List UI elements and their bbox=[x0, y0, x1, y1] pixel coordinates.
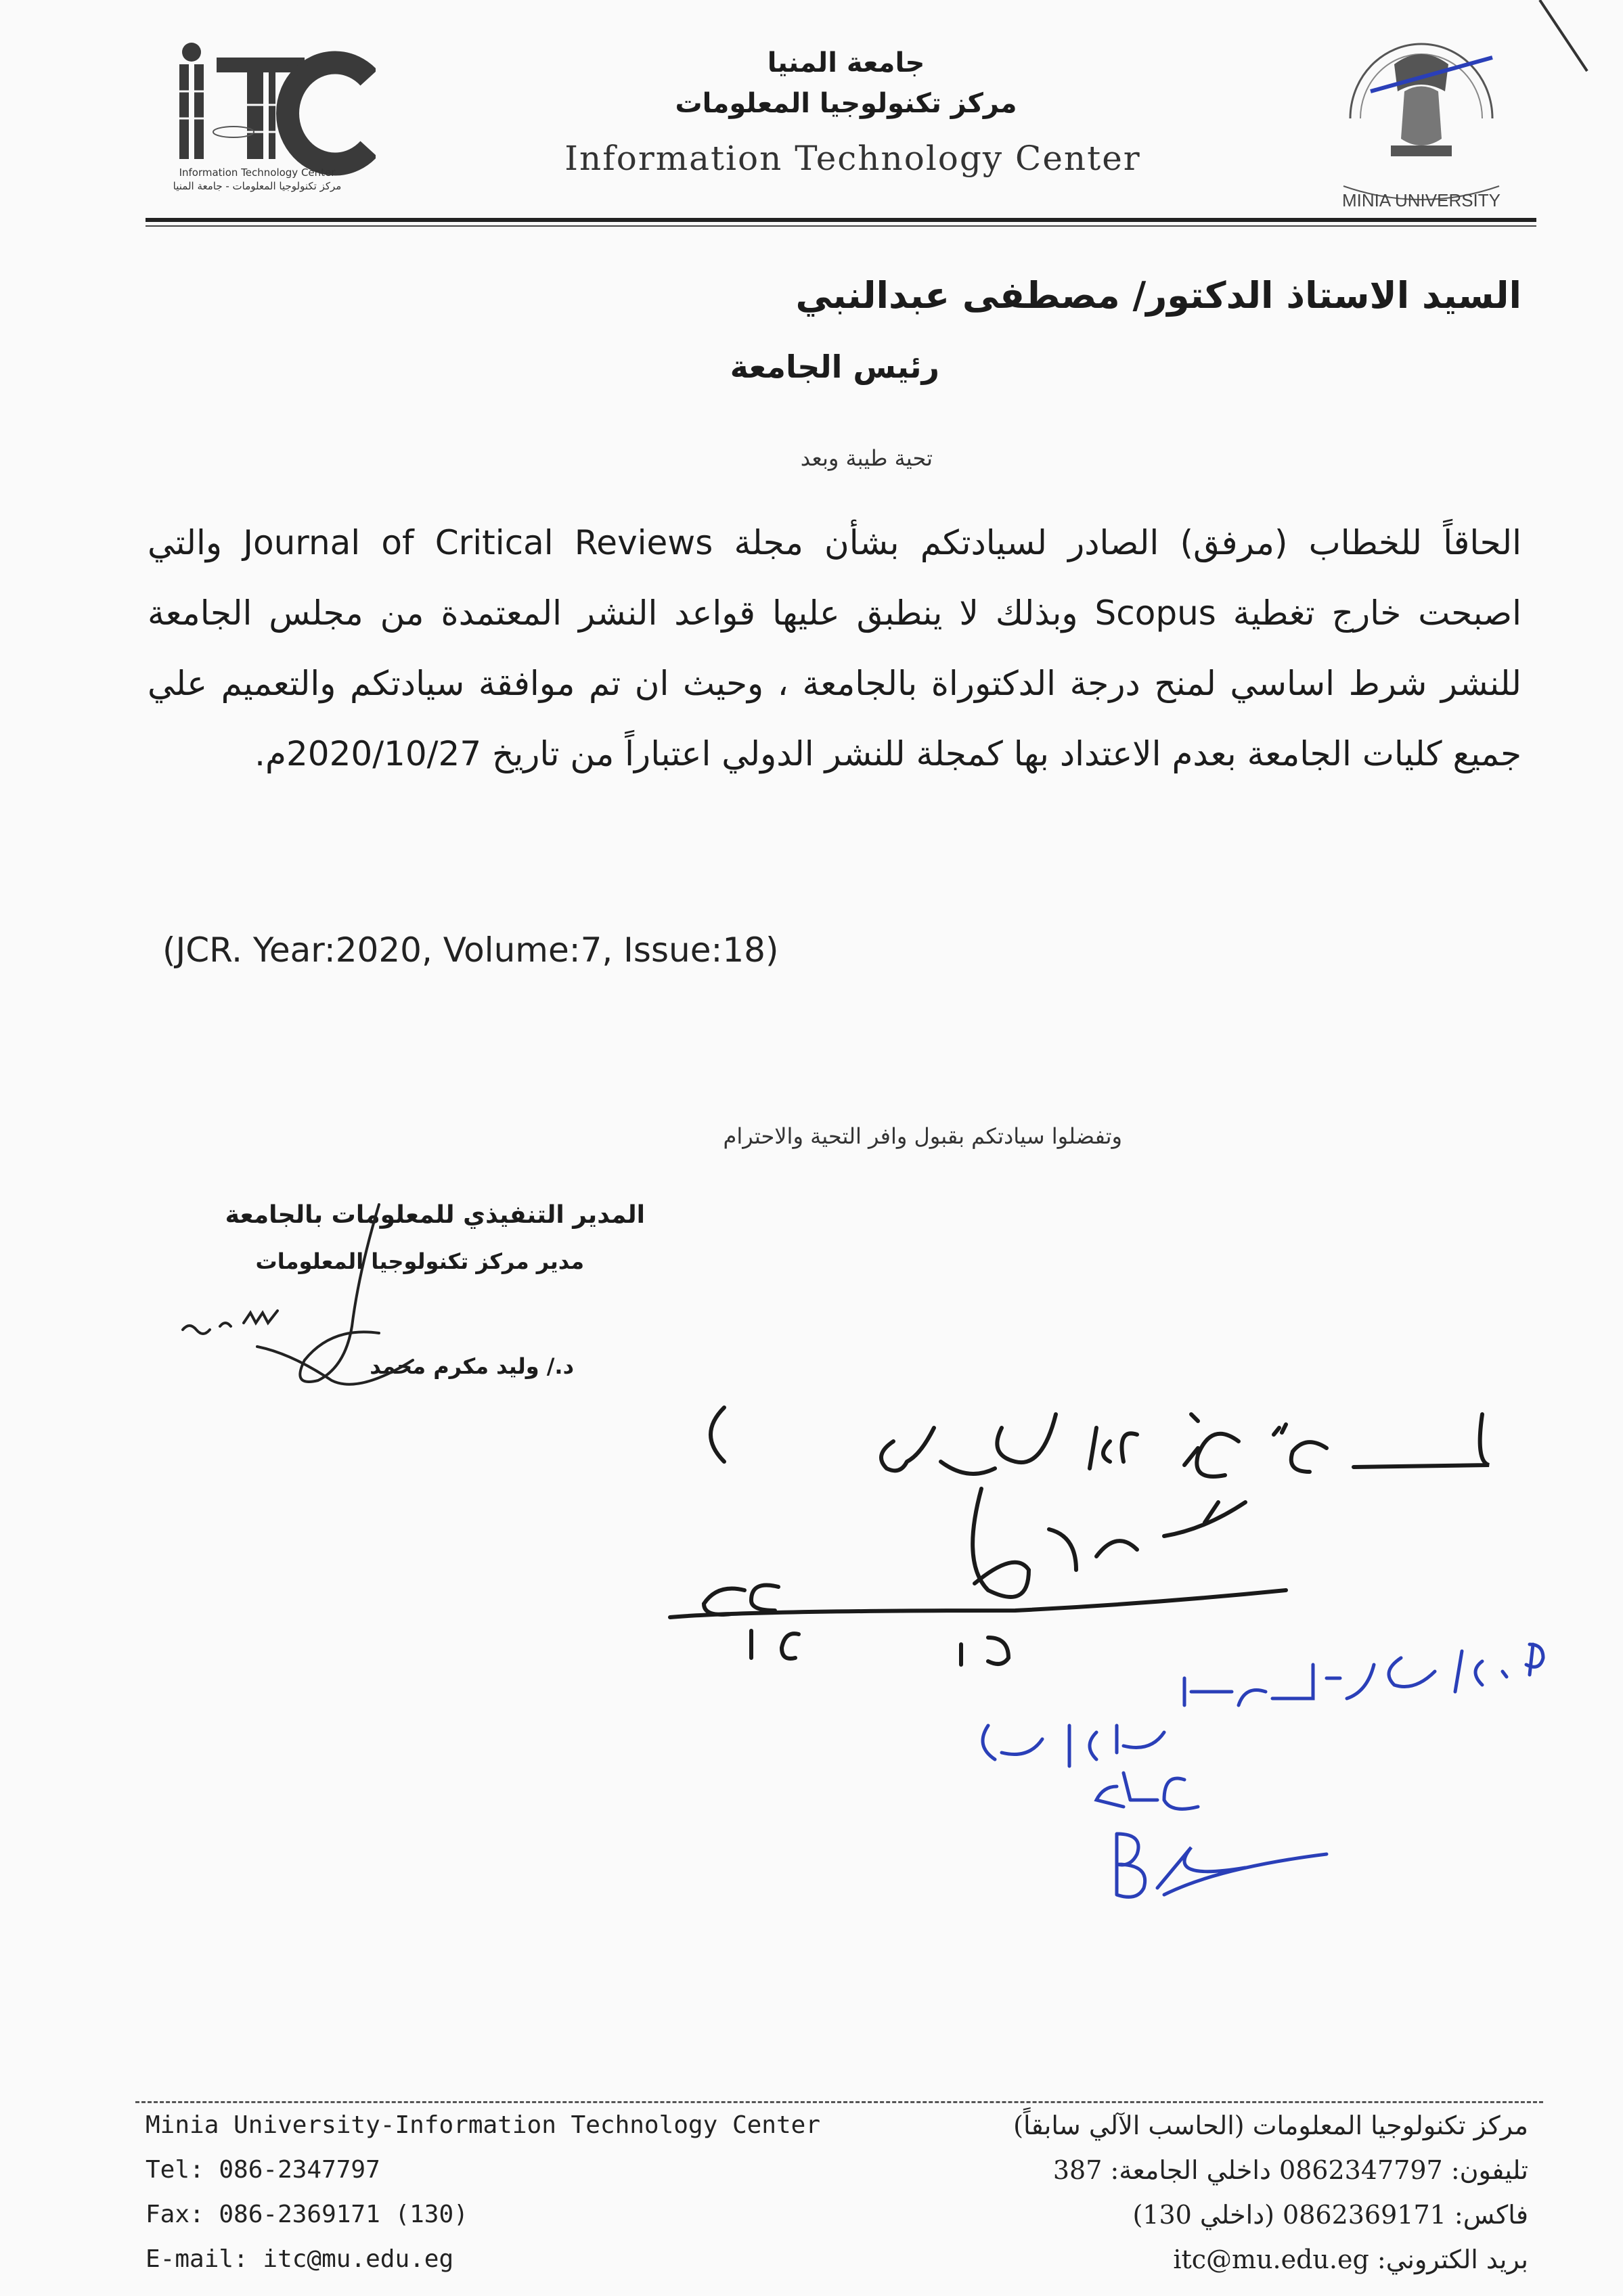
footer-en-line-2: Tel: 086-2347797 bbox=[146, 2156, 380, 2184]
addressee-title: رئيس الجامعة bbox=[730, 348, 939, 385]
closing-line: وتفضلوا سيادتكم بقبول وافر التحية والاحترام bbox=[723, 1123, 1122, 1149]
itc-logo-caption-en: Information Technology Center bbox=[179, 166, 336, 179]
minia-university-logo bbox=[1330, 17, 1513, 213]
signatory-role-2: مدير مركز تكنولوجيا المعلومات bbox=[255, 1248, 584, 1274]
jcr-info: (JCR. Year:2020, Volume:7, Issue:18) bbox=[162, 930, 779, 970]
center-name-arabic: مركز تكنولوجيا المعلومات bbox=[675, 88, 1017, 119]
itc-logo-caption bbox=[146, 166, 369, 193]
blue-pen-note bbox=[961, 1624, 1570, 1949]
corner-scan-mark bbox=[1536, 0, 1591, 74]
letter-body: الحاقاً للخطاب (مرفق) الصادر لسيادتكم بشأن مجلة Journal of Critical Reviews والتي اصبحت خارج تغطية Scopus وبذلك لا ينطبق عليها قواعد النشر المعتمدة من مجلس الجامعة للنشر شرط اساسي لمنح درجة الدكتوراة بالجامعة ، وحيث ان تم موافقة سيادتكم والتعميم علي جميع كليات الجامعة بعدم الاعتداد بها كمجلة للنشر الدولي اعتباراً من تاريخ 2020/10/27م. bbox=[148, 523, 1522, 773]
signatory-name: د./ وليد مكرم محمد bbox=[370, 1353, 574, 1379]
footer-ar-line-2: تليفون: 0862347797 داخلي الجامعة: 387 bbox=[1052, 2155, 1528, 2185]
greeting: تحية طيبة وبعد bbox=[800, 445, 933, 471]
signatory-role-1: المدير التنفيذي للمعلومات بالجامعة bbox=[225, 1201, 645, 1229]
itc-logo-caption-ar: مركز تكنولوجيا المعلومات - جامعة المنيا bbox=[173, 180, 342, 192]
footer-ar-line-4: بريد الكتروني: itc@mu.edu.eg bbox=[1173, 2245, 1528, 2274]
footer-en-line-1: Minia University-Information Technology Center bbox=[146, 2111, 820, 2139]
footer-ar-line-1: مركز تكنولوجيا المعلومات (الحاسب الآلي سابقاً) bbox=[1013, 2111, 1528, 2140]
footer-en-line-4: E-mail: itc@mu.edu.eg bbox=[146, 2245, 454, 2273]
university-name-arabic: جامعة المنيا bbox=[767, 47, 925, 78]
addressee: السيد الاستاذ الدكتور/ مصطفى عبدالنبي bbox=[795, 274, 1521, 317]
footer-ar-line-3: فاكس: 0862369171 (داخلي 130) bbox=[1132, 2200, 1528, 2230]
center-name-english: Information Technology Center bbox=[564, 139, 1141, 178]
svg-text:MINIA UNIVERSITY: MINIA UNIVERSITY bbox=[1341, 190, 1501, 210]
header-rule-thin bbox=[146, 225, 1536, 227]
signature-scribble bbox=[156, 1191, 508, 1408]
footer-contact-arabic bbox=[1013, 2103, 1528, 2282]
footer-contact-english bbox=[146, 2103, 820, 2282]
header-rule-thick bbox=[146, 218, 1536, 222]
footer-en-line-3: Fax: 086-2369171 (130) bbox=[146, 2201, 468, 2228]
